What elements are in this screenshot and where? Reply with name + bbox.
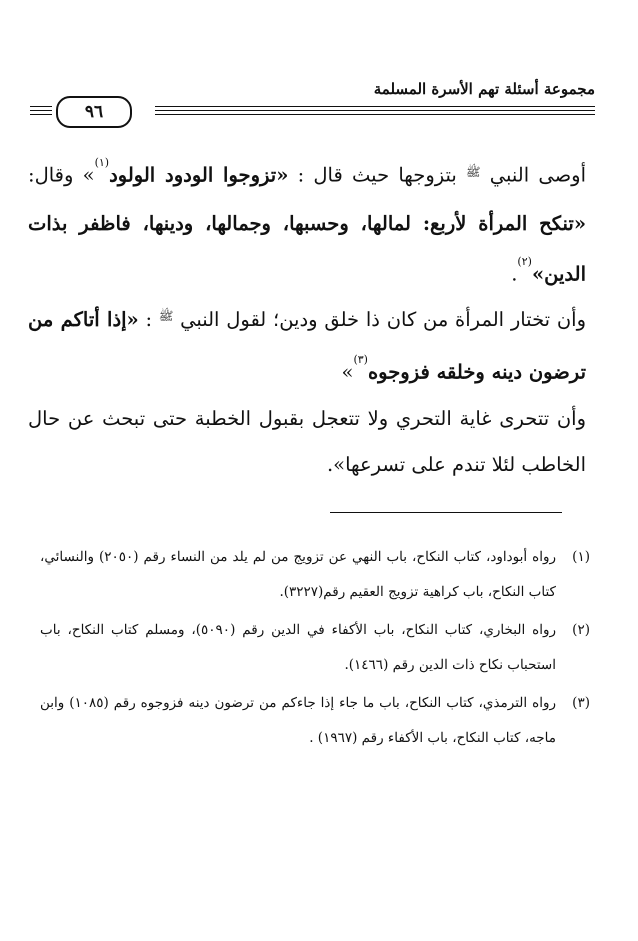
header-rule-left [30,114,52,115]
main-text [28,148,586,488]
hadith-quote: «إذا أتاكم من ترضون دينه وخلقه فزوجوه [28,308,586,384]
text-span: أوصى النبي [480,163,586,187]
text-span: . [511,262,518,285]
header-rule-left [30,106,52,107]
page-number: ٩٦ [56,96,132,128]
footnotes [40,540,590,759]
footnote-ref[interactable]: (٣) [353,353,368,366]
text-span: » وقال: [28,163,95,187]
footnote-divider [330,512,562,513]
book-title: مجموعة أسئلة تهم الأسرة المسلمة [373,80,595,98]
salutation-glyph: ﷺ [466,164,481,179]
text-span: » [341,360,354,384]
running-header [30,72,595,128]
header-rule-left [30,110,52,111]
text-span: : [138,308,159,331]
text-span: وأن تختار المرأة من كان ذا خلق ودين؛ لقول النبي [173,308,586,331]
hadith-quote: «تزوجوا الودود الولود [109,163,289,187]
footnote-number: (٢) [572,622,590,638]
footnote-text: رواه الترمذي، كتاب النكاح، باب ما جاء إذا جاءكم من ترضون دينه فزوجوه رقم (١٠٨٥) وابن ماجه، كتاب النكاح، باب الأكفاء رقم (١٩٦٧) . [40,695,556,746]
footnote-ref[interactable]: (١) [94,156,110,169]
salutation-glyph: ﷺ [158,309,174,323]
footnote-ref[interactable]: (٢) [517,254,532,268]
header-rule [155,110,595,111]
text-span: بتزوجها حيث قال : [288,163,467,187]
header-rule [155,106,595,107]
footnote-text: رواه أبوداود، كتاب النكاح، باب النهي عن تزويج من لم يلد من النساء رقم (٢٠٥٠) والنسائي، كتاب النكاح، باب كراهية تزويج العقيم رقم(٣٢٢٧). [40,549,556,600]
paragraph-3: وأن تتحرى غاية التحري ولا تتعجل بقبول الخطبة حتى تبحث عن حال الخاطب لئلا تندم على تسرعها». [28,406,586,476]
footnote [40,613,590,683]
footnote-number: (١) [572,549,590,565]
header-rule [155,114,595,115]
footnote-text: رواه البخاري، كتاب النكاح، باب الأكفاء في الدين رقم (٥٠٩٠)، ومسلم كتاب النكاح، باب استحباب نكاح ذات الدين رقم (١٤٦٦). [40,622,556,673]
paragraph-2 [28,297,586,396]
footnote [40,540,590,610]
paragraph-1 [28,148,586,297]
hadith-quote: «تنكح المرأة لأربع: لمالها، وحسبها، وجمالها، ودينها، فاظفر بذات الدين» [28,211,586,285]
footnote [40,686,590,756]
footnote-number: (٣) [572,695,590,711]
